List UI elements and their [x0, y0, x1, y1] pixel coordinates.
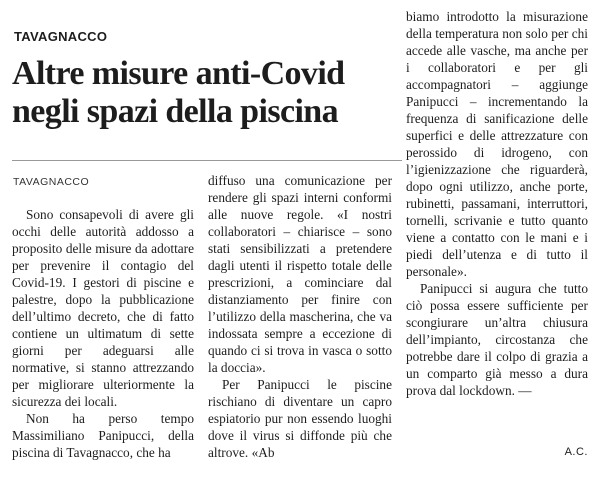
author-signature: A.C.: [564, 446, 588, 458]
column-1: [12, 206, 194, 461]
paragraph: Panipucci si augura che tutto ciò possa essere sufficiente per scongiurare un’altra chiusura dell’impianto, circostanza che potrebbe dare il colpo di grazia a un comparto già messo a dura prova dal lockdown. —: [406, 281, 588, 398]
column-3: [406, 8, 588, 399]
paragraph: diffuso una comunicazione per rendere gli spazi interni conformi alle nuove regole. «I nostri collaboratori – chiarisce – sono stati sensibilizzati a pretendere dagli utenti il rispetto totale delle prescrizioni, a cominciare dal distanziamento per finire con l’utilizzo della mascherina, che va indossata sempre a eccezione di quando ci si trova in vasca o sotto la doccia».: [208, 173, 392, 375]
dateline: TAVAGNACCO: [13, 176, 90, 188]
kicker: TAVAGNACCO: [14, 29, 108, 44]
headline: Altre misure anti-Covid negli spazi della piscina: [12, 55, 345, 130]
paragraph: Per Panipucci le piscine rischiano di diventare un capro espiatorio pur non essendo luoghi dove il virus si diffonde più che altrove. «Ab: [208, 377, 392, 460]
paragraph: Non ha perso tempo Massimiliano Panipucci, della piscina di Tavagnacco, che ha: [12, 411, 194, 460]
paragraph: biamo introdotto la misurazione della temperatura non solo per chi accede alle vasche, ma anche per i collaboratori e per gli accompagnatori – aggiunge Panipucci – incrementando la frequenza di sanificazione delle superfici e delle attrezzature con perossido di idrogeno, con l’igienizzazione che riguarderà, dopo ogni utilizzo, anche porte, rubinetti, passamani, interruttori, tornelli, scrivanie e tutto quanto viene a contatto con le mani e i piedi dell’utenza e di tutto il personale».: [406, 9, 588, 279]
paragraph: Sono consapevoli di avere gli occhi delle autorità addosso a proposito delle misure da adottare per prevenire il contagio del Covid-19. I gestori di piscine e palestre, dopo la pubblicazione dell’ultimo decreto, che di fatto contiene un ultimatum di sette giorni per adeguarsi alle normative, si stanno attrezzando per migliorare ulteriormente la sicurezza dei locali.: [12, 207, 194, 409]
column-2: [208, 172, 392, 461]
headline-rule: [12, 160, 402, 161]
